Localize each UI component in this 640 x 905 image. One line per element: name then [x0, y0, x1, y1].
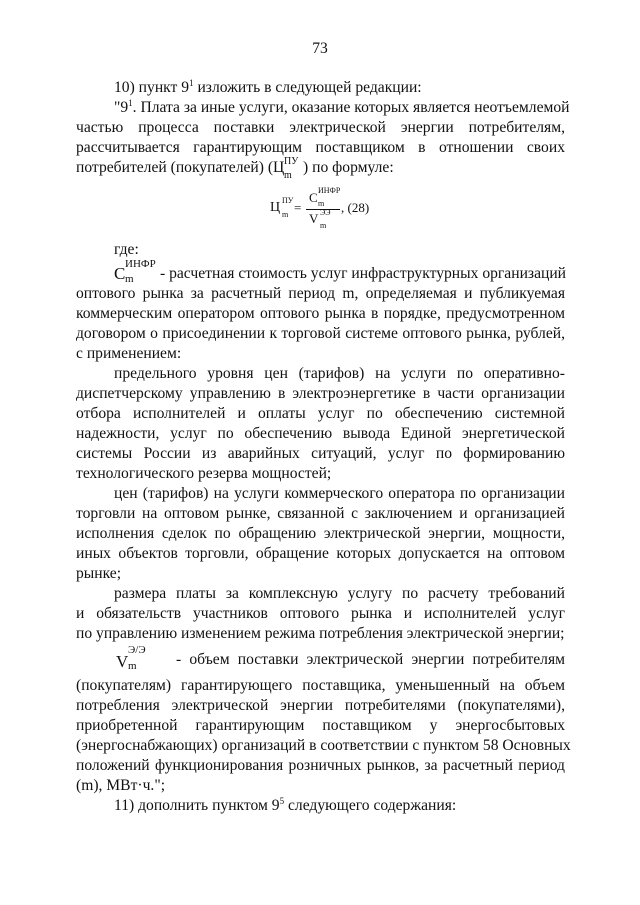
para-b-line-5: рынке; [76, 565, 122, 582]
formula-den-sup: ЭЭ [320, 208, 331, 217]
para-a-line-3: отбора исполнителей и оплаты услуг по обеспечению системной [76, 405, 565, 422]
def-v-line-6: положений функционирования розничных рынков, за расчетный период [76, 757, 565, 774]
formula-den-V: V [309, 211, 319, 226]
para-b-line-1: цен (тарифов) на услуги коммерческого оператора по организации [114, 485, 565, 502]
def-v-line-3: потребления электрической энергии потребителями (покупателями), [76, 697, 565, 714]
def-v-line-2: (покупателям) гарантирующего поставщика, уменьшенный на объем [76, 677, 565, 694]
para-a-line-4: надежности, услуг по обеспечению вывода Единой энергетической [76, 425, 565, 442]
para-a-line-2: диспетчерскому управлению в электроэнергетике в части организации [76, 385, 565, 402]
p91-line-2: частью процесса поставки электрической энергии потребителям, [76, 119, 565, 136]
def-c-symbol: C [114, 264, 126, 283]
para-c-line-2: и обязательств участников оптового рынка и исполнителей услуг [76, 605, 565, 622]
item-11-heading: 11) дополнить пунктом $9^5$ следующего содержания: [114, 795, 457, 814]
para-b-line-3: исполнения сделок по обращению электрической энергии, мощности, [76, 525, 565, 542]
formula-lhs-sup: ПУ [282, 196, 294, 205]
formula-den-sub: m [320, 221, 327, 230]
formula-number: , (28) [341, 200, 370, 215]
formula-num-sup: ИНФР [318, 186, 341, 195]
item-10-heading: 10) пункт $9^1$ изложить в следующей редакции: [114, 77, 422, 96]
formula-num-sub: m [318, 199, 325, 208]
para-a-line-1: предельного уровня цен (тарифов) на услуги по оперативно- [114, 365, 565, 382]
p91-line-1: "$9^1$. Плата за иные услуги, оказание которых является неотъемлемой [114, 97, 570, 116]
def-v-line-4: приобретенной гарантирующим поставщиком у энергосбытовых [76, 717, 565, 734]
page-number: 73 [312, 40, 328, 57]
where-label: где: [114, 241, 139, 258]
def-v-line-7: (m), МВт·ч."; [76, 777, 166, 794]
def-c-line-4: договором о присоединении к торговой системе оптового рынка, рублей, [76, 325, 565, 342]
para-c-line-1: размера платы за комплексную услугу по расчету требований [114, 585, 565, 602]
def-v-symbol: V [116, 652, 129, 671]
p91-line-3: рассчитывается гарантирующим поставщиком в отношении своих [76, 139, 565, 156]
def-c-line-3: коммерческим оператором оптового рынка в порядке, предусмотренном [76, 305, 565, 322]
para-b-line-4: иных объектов торговли, обращение которых допускается на оптовом [76, 545, 565, 562]
price-symbol-inline: Ц ПУ m [273, 156, 299, 181]
p91-line-4: потребителей (покупателей) (Ц ПУ m ) по формуле: [76, 156, 394, 181]
def-v-line-5: (энергоснабжающих) организаций в соответствии с пунктом 58 Основных [76, 737, 571, 754]
para-c-line-3: по управлению изменением режима потребления электрической энергии; [76, 625, 565, 642]
def-c-sup: ИНФР [125, 258, 156, 270]
formula-num-C: C [309, 190, 318, 205]
def-v-sub: m [128, 660, 137, 672]
formula-equals: = [294, 200, 302, 215]
def-c-sub: m [125, 273, 134, 285]
def-v-sup: Э/Э [128, 644, 146, 656]
def-v-line-1: - объем поставки электрической энергии потребителям [176, 651, 565, 668]
para-b-line-2: торговли на оптовом рынке, связанной с заключением и организацией [76, 505, 565, 522]
para-a-line-6: технологического резерва мощностей; [76, 465, 332, 482]
def-c-line-2: оптового рынка за расчетный период m, определяемая и публикуемая [76, 285, 565, 302]
def-c-line-5: с применением: [76, 345, 182, 362]
para-a-line-5: системы России из аварийных ситуаций, услуг по формированию [76, 445, 565, 462]
formula-lhs-C: Ц [270, 200, 281, 215]
formula-lhs-sub: m [282, 210, 289, 219]
def-c-line-1: - расчетная стоимость услуг инфраструктурных организаций [160, 265, 567, 282]
